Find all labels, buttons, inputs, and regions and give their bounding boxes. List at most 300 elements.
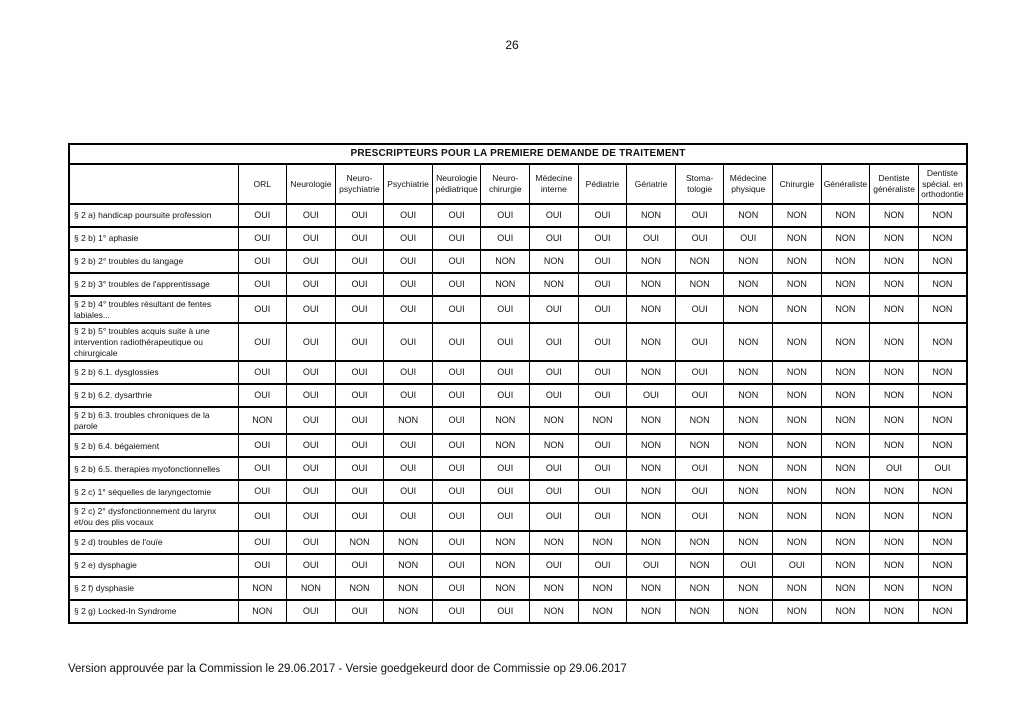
column-header: Dentiste spécial. en orthodontie [918, 164, 967, 204]
cell-value: NON [870, 273, 919, 296]
cell-value: NON [481, 407, 530, 434]
row-label: § 2 b) 1° aphasie [69, 227, 238, 250]
cell-value: OUI [335, 480, 384, 503]
cell-value: OUI [675, 457, 724, 480]
cell-value: OUI [675, 227, 724, 250]
cell-value: OUI [578, 250, 627, 273]
cell-value: NON [918, 531, 967, 554]
cell-value: NON [627, 503, 676, 530]
footer-text: Version approuvée par la Commission le 29.06.2017 - Versie goedgekeurd door de Commissie op 29.06.2017 [68, 663, 627, 675]
page-number: 26 [505, 38, 519, 52]
cell-value: OUI [238, 250, 287, 273]
cell-value: NON [724, 434, 773, 457]
cell-value: OUI [238, 503, 287, 530]
cell-value: NON [821, 503, 870, 530]
cell-value: NON [821, 531, 870, 554]
cell-value: NON [335, 531, 384, 554]
cell-value: NON [773, 531, 822, 554]
cell-value: NON [918, 384, 967, 407]
cell-value: NON [578, 600, 627, 623]
cell-value: OUI [675, 204, 724, 227]
cell-value: OUI [578, 384, 627, 407]
cell-value: NON [675, 531, 724, 554]
cell-value: OUI [432, 554, 481, 577]
cell-value: NON [821, 457, 870, 480]
row-label: § 2 b) 6.3. troubles chroniques de la parole [69, 407, 238, 434]
column-header: ORL [238, 164, 287, 204]
cell-value: OUI [335, 600, 384, 623]
cell-value: NON [918, 323, 967, 361]
cell-value: OUI [432, 407, 481, 434]
cell-value: NON [724, 384, 773, 407]
cell-value: NON [773, 600, 822, 623]
cell-value: OUI [287, 503, 336, 530]
cell-value: NON [627, 204, 676, 227]
cell-value: OUI [481, 296, 530, 323]
cell-value: OUI [287, 407, 336, 434]
cell-value: OUI [773, 554, 822, 577]
cell-value: NON [773, 296, 822, 323]
cell-value: OUI [238, 384, 287, 407]
cell-value: NON [918, 227, 967, 250]
cell-value: NON [773, 407, 822, 434]
cell-value: NON [870, 531, 919, 554]
cell-value: OUI [675, 296, 724, 323]
cell-value: NON [821, 407, 870, 434]
cell-value: OUI [578, 273, 627, 296]
cell-value: OUI [238, 273, 287, 296]
cell-value: OUI [287, 384, 336, 407]
column-header: Psychiatrie [384, 164, 433, 204]
cell-value: NON [821, 296, 870, 323]
cell-value: NON [627, 600, 676, 623]
column-header: Stoma-tologie [675, 164, 724, 204]
cell-value: OUI [432, 577, 481, 600]
cell-value: NON [724, 204, 773, 227]
cell-value: OUI [530, 503, 579, 530]
cell-value: NON [918, 480, 967, 503]
row-label: § 2 b) 3° troubles de l'apprentissage [69, 273, 238, 296]
cell-value: NON [918, 577, 967, 600]
cell-value: OUI [238, 296, 287, 323]
cell-value: NON [724, 250, 773, 273]
cell-value: NON [627, 531, 676, 554]
cell-value: OUI [432, 503, 481, 530]
row-label: § 2 b) 6.1. dysglossies [69, 361, 238, 384]
cell-value: OUI [432, 480, 481, 503]
cell-value: NON [287, 577, 336, 600]
cell-value: NON [384, 407, 433, 434]
cell-value: OUI [287, 457, 336, 480]
cell-value: OUI [675, 361, 724, 384]
cell-value: OUI [384, 323, 433, 361]
cell-value: NON [384, 577, 433, 600]
cell-value: OUI [578, 457, 627, 480]
cell-value: OUI [675, 480, 724, 503]
column-header: Chirurgie [773, 164, 822, 204]
cell-value: OUI [335, 434, 384, 457]
column-header: Gériatrie [627, 164, 676, 204]
cell-value: NON [627, 480, 676, 503]
cell-value: NON [530, 600, 579, 623]
cell-value: OUI [287, 273, 336, 296]
cell-value: NON [335, 577, 384, 600]
cell-value: NON [870, 407, 919, 434]
cell-value: OUI [627, 227, 676, 250]
cell-value: OUI [238, 204, 287, 227]
cell-value: NON [627, 407, 676, 434]
cell-value: NON [627, 296, 676, 323]
cell-value: OUI [481, 503, 530, 530]
cell-value: NON [627, 457, 676, 480]
cell-value: NON [870, 384, 919, 407]
cell-value: OUI [238, 434, 287, 457]
column-header: Neurologie [287, 164, 336, 204]
row-label: § 2 b) 5° troubles acquis suite à une intervention radiothérapeutique ou chirurgicale [69, 323, 238, 361]
cell-value: OUI [287, 296, 336, 323]
cell-value: NON [870, 503, 919, 530]
cell-value: NON [918, 361, 967, 384]
cell-value: OUI [530, 384, 579, 407]
cell-value: OUI [432, 600, 481, 623]
cell-value: NON [821, 434, 870, 457]
cell-value: OUI [578, 227, 627, 250]
cell-value: NON [481, 577, 530, 600]
cell-value: NON [481, 250, 530, 273]
column-header: Neurologie pédiatrique [432, 164, 481, 204]
cell-value: NON [821, 554, 870, 577]
cell-value: OUI [384, 227, 433, 250]
cell-value: OUI [724, 227, 773, 250]
cell-value: NON [675, 407, 724, 434]
table-row [69, 577, 967, 600]
cell-value: OUI [384, 273, 433, 296]
cell-value: OUI [238, 323, 287, 361]
cell-value: OUI [287, 600, 336, 623]
cell-value: NON [773, 323, 822, 361]
cell-value: NON [870, 434, 919, 457]
cell-value: NON [773, 434, 822, 457]
cell-value: OUI [530, 323, 579, 361]
cell-value: OUI [384, 503, 433, 530]
cell-value: OUI [384, 434, 433, 457]
row-label: § 2 a) handicap poursuite profession [69, 204, 238, 227]
cell-value: OUI [384, 480, 433, 503]
row-label: § 2 f) dysphasie [69, 577, 238, 600]
cell-value: OUI [287, 434, 336, 457]
column-header: Généraliste [821, 164, 870, 204]
cell-value: NON [724, 407, 773, 434]
table-row [69, 554, 967, 577]
table-title-row [69, 144, 967, 164]
cell-value: OUI [530, 480, 579, 503]
cell-value: OUI [530, 204, 579, 227]
cell-value: NON [821, 361, 870, 384]
cell-value: NON [384, 554, 433, 577]
cell-value: NON [724, 577, 773, 600]
cell-value: NON [870, 480, 919, 503]
cell-value: NON [724, 531, 773, 554]
row-label: § 2 d) troubles de l'ouïe [69, 531, 238, 554]
table-row [69, 434, 967, 457]
cell-value: OUI [335, 323, 384, 361]
cell-value: OUI [432, 361, 481, 384]
cell-value: NON [773, 577, 822, 600]
cell-value: NON [530, 434, 579, 457]
cell-value: NON [773, 227, 822, 250]
cell-value: NON [821, 384, 870, 407]
table-row [69, 250, 967, 273]
cell-value: NON [773, 204, 822, 227]
cell-value: OUI [432, 531, 481, 554]
cell-value: OUI [578, 323, 627, 361]
cell-value: NON [578, 531, 627, 554]
cell-value: OUI [287, 323, 336, 361]
column-header: Pédiatrie [578, 164, 627, 204]
cell-value: OUI [335, 503, 384, 530]
cell-value: NON [238, 600, 287, 623]
cell-value: NON [530, 577, 579, 600]
cell-value: NON [918, 554, 967, 577]
cell-value: NON [821, 600, 870, 623]
cell-value: OUI [335, 407, 384, 434]
cell-value: OUI [335, 457, 384, 480]
table-row [69, 384, 967, 407]
cell-value: NON [675, 600, 724, 623]
cell-value: OUI [627, 384, 676, 407]
column-header: Médecine interne [530, 164, 579, 204]
cell-value: NON [773, 361, 822, 384]
cell-value: NON [675, 273, 724, 296]
row-label: § 2 b) 6.5. therapies myofonctionnelles [69, 457, 238, 480]
row-label: § 2 b) 4° troubles résultant de fentes labiales... [69, 296, 238, 323]
table-row [69, 323, 967, 361]
table-row [69, 480, 967, 503]
cell-value: OUI [530, 227, 579, 250]
cell-value: NON [627, 250, 676, 273]
table-row [69, 457, 967, 480]
cell-value: NON [238, 407, 287, 434]
row-label: § 2 b) 6.4. bégaiement [69, 434, 238, 457]
cell-value: NON [481, 554, 530, 577]
cell-value: NON [724, 503, 773, 530]
cell-value: OUI [287, 250, 336, 273]
cell-value: OUI [432, 457, 481, 480]
row-label: § 2 e) dysphagie [69, 554, 238, 577]
cell-value: OUI [481, 361, 530, 384]
cell-value: NON [870, 323, 919, 361]
cell-value: OUI [481, 323, 530, 361]
table-row [69, 503, 967, 530]
row-label: § 2 c) 2° dysfonctionnement du larynx et/ou des plis vocaux [69, 503, 238, 530]
cell-value: NON [238, 577, 287, 600]
table-row [69, 531, 967, 554]
cell-value: NON [384, 600, 433, 623]
cell-value: OUI [530, 361, 579, 384]
table-row [69, 296, 967, 323]
column-header: Dentiste généraliste [870, 164, 919, 204]
cell-value: OUI [675, 503, 724, 530]
cell-value: OUI [238, 531, 287, 554]
cell-value: NON [918, 503, 967, 530]
cell-value: OUI [481, 480, 530, 503]
cell-value: OUI [238, 480, 287, 503]
cell-value: OUI [287, 531, 336, 554]
cell-value: OUI [384, 204, 433, 227]
cell-value: NON [870, 250, 919, 273]
cell-value: NON [530, 273, 579, 296]
cell-value: OUI [384, 384, 433, 407]
cell-value: NON [724, 600, 773, 623]
corner-cell [69, 164, 238, 204]
cell-value: OUI [238, 554, 287, 577]
cell-value: NON [870, 554, 919, 577]
cell-value: NON [773, 503, 822, 530]
row-label: § 2 b) 6.2. dysarthrie [69, 384, 238, 407]
cell-value: OUI [432, 273, 481, 296]
cell-value: OUI [530, 554, 579, 577]
cell-value: NON [821, 250, 870, 273]
table-row [69, 273, 967, 296]
cell-value: NON [918, 204, 967, 227]
table-row [69, 600, 967, 623]
cell-value: NON [773, 480, 822, 503]
cell-value: OUI [675, 323, 724, 361]
cell-value: NON [821, 577, 870, 600]
cell-value: NON [675, 434, 724, 457]
cell-value: NON [821, 204, 870, 227]
cell-value: NON [627, 577, 676, 600]
cell-value: NON [481, 434, 530, 457]
cell-value: NON [627, 273, 676, 296]
cell-value: OUI [432, 250, 481, 273]
cell-value: NON [724, 296, 773, 323]
cell-value: NON [675, 577, 724, 600]
cell-value: NON [870, 600, 919, 623]
cell-value: OUI [870, 457, 919, 480]
cell-value: OUI [335, 361, 384, 384]
cell-value: OUI [238, 457, 287, 480]
cell-value: OUI [335, 204, 384, 227]
row-label: § 2 c) 1° séquelles de laryngectomie [69, 480, 238, 503]
cell-value: OUI [481, 204, 530, 227]
cell-value: OUI [335, 250, 384, 273]
cell-value: NON [530, 250, 579, 273]
row-label: § 2 b) 2° troubles du langage [69, 250, 238, 273]
cell-value: NON [918, 600, 967, 623]
cell-value: NON [724, 323, 773, 361]
cell-value: OUI [384, 457, 433, 480]
cell-value: NON [724, 480, 773, 503]
cell-value: OUI [918, 457, 967, 480]
cell-value: NON [724, 273, 773, 296]
cell-value: NON [870, 296, 919, 323]
cell-value: NON [821, 227, 870, 250]
cell-value: NON [870, 577, 919, 600]
column-header: Neuro-chirurgie [481, 164, 530, 204]
cell-value: NON [821, 323, 870, 361]
cell-value: NON [773, 384, 822, 407]
cell-value: OUI [432, 384, 481, 407]
cell-value: OUI [384, 361, 433, 384]
cell-value: OUI [432, 296, 481, 323]
cell-value: OUI [335, 384, 384, 407]
row-label: § 2 g) Locked-In Syndrome [69, 600, 238, 623]
cell-value: NON [918, 434, 967, 457]
cell-value: NON [821, 480, 870, 503]
cell-value: OUI [384, 250, 433, 273]
cell-value: OUI [384, 296, 433, 323]
cell-value: NON [821, 273, 870, 296]
cell-value: OUI [335, 273, 384, 296]
cell-value: NON [578, 577, 627, 600]
cell-value: OUI [335, 227, 384, 250]
cell-value: NON [870, 204, 919, 227]
cell-value: NON [724, 361, 773, 384]
cell-value: NON [675, 554, 724, 577]
cell-value: OUI [578, 554, 627, 577]
cell-value: OUI [287, 554, 336, 577]
cell-value: OUI [530, 457, 579, 480]
table-title: PRESCRIPTEURS POUR LA PREMIERE DEMANDE DE TRAITEMENT [69, 144, 967, 164]
table-body [69, 204, 967, 623]
cell-value: NON [918, 273, 967, 296]
cell-value: NON [870, 361, 919, 384]
cell-value: NON [918, 407, 967, 434]
cell-value: OUI [578, 480, 627, 503]
cell-value: NON [578, 407, 627, 434]
cell-value: OUI [481, 457, 530, 480]
cell-value: NON [627, 323, 676, 361]
cell-value: OUI [578, 296, 627, 323]
cell-value: OUI [238, 227, 287, 250]
cell-value: NON [481, 273, 530, 296]
cell-value: NON [627, 361, 676, 384]
cell-value: OUI [724, 554, 773, 577]
cell-value: OUI [238, 361, 287, 384]
cell-value: NON [481, 531, 530, 554]
cell-value: OUI [287, 204, 336, 227]
table-row [69, 361, 967, 384]
cell-value: OUI [627, 554, 676, 577]
column-header: Neuro-psychiatrie [335, 164, 384, 204]
cell-value: OUI [675, 384, 724, 407]
cell-value: NON [627, 434, 676, 457]
cell-value: NON [773, 273, 822, 296]
table-row [69, 204, 967, 227]
cell-value: OUI [530, 296, 579, 323]
cell-value: NON [675, 250, 724, 273]
cell-value: NON [384, 531, 433, 554]
cell-value: OUI [578, 204, 627, 227]
column-header: Médecine physique [724, 164, 773, 204]
cell-value: NON [870, 227, 919, 250]
cell-value: OUI [578, 434, 627, 457]
cell-value: NON [724, 457, 773, 480]
cell-value: NON [773, 250, 822, 273]
table-row [69, 227, 967, 250]
cell-value: NON [773, 457, 822, 480]
cell-value: OUI [481, 600, 530, 623]
cell-value: OUI [287, 480, 336, 503]
table-row [69, 407, 967, 434]
table-header-row [69, 164, 967, 204]
cell-value: OUI [335, 296, 384, 323]
cell-value: OUI [578, 503, 627, 530]
cell-value: OUI [432, 434, 481, 457]
prescribers-table [68, 143, 968, 624]
cell-value: OUI [432, 227, 481, 250]
